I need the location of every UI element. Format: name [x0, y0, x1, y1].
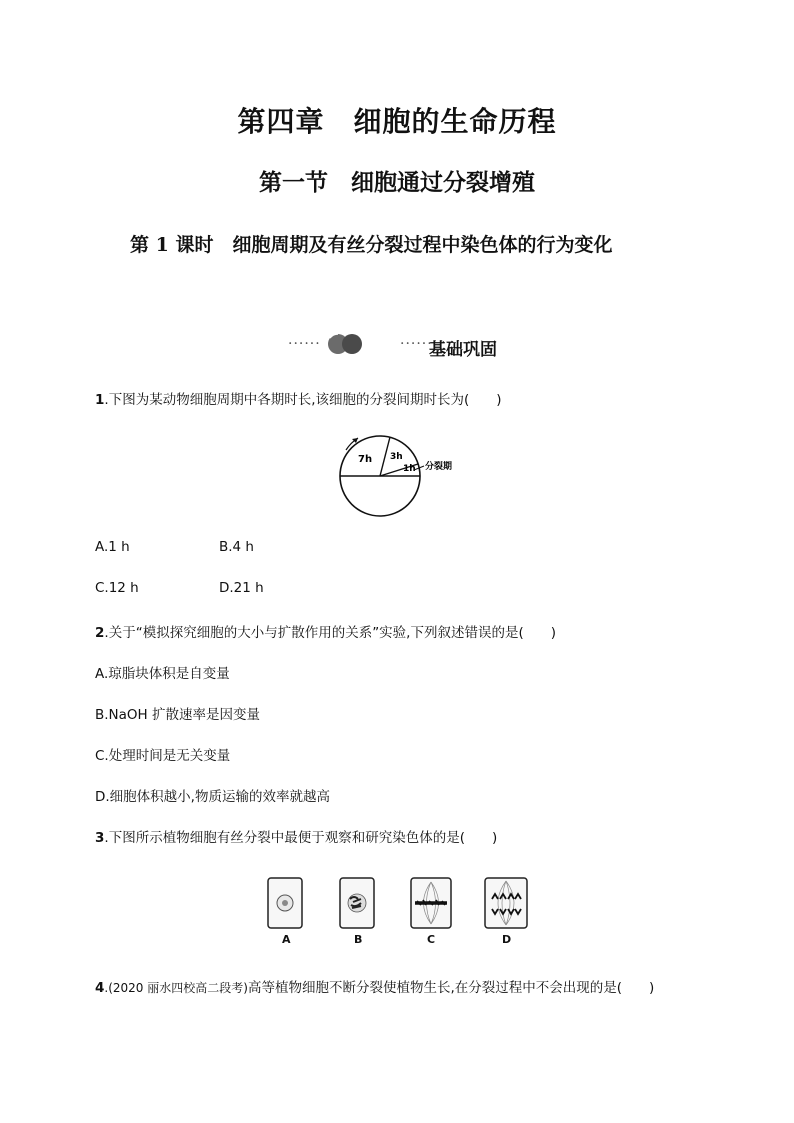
option-a: A.1 h — [95, 539, 130, 555]
option-b: B.4 h — [219, 539, 254, 555]
dots-decoration: ······ — [288, 336, 321, 352]
cell-label-a: A — [282, 933, 291, 946]
cell-figure-a — [267, 877, 303, 929]
cell-figure-c — [410, 877, 452, 929]
banner-label: 基础巩固 — [429, 340, 497, 360]
cell-figure-d — [484, 877, 528, 929]
option-d: D.细胞体积越小,物质运输的效率就越高 — [95, 789, 330, 805]
section-title: 第一节 细胞通过分裂增殖 — [259, 169, 535, 196]
option-b: B.NaOH 扩散速率是因变量 — [95, 707, 260, 723]
question-number: 2 — [95, 625, 105, 641]
lesson-title: 第 1 课时 细胞周期及有丝分裂过程中染色体的行为变化 — [130, 234, 613, 256]
question-number: 3 — [95, 830, 105, 846]
question-text: 高等植物细胞不断分裂使植物生长,在分裂过程中不会出现的是( ) — [247, 980, 655, 996]
cell-label-d: D — [502, 933, 512, 946]
option-c: C.处理时间是无关变量 — [95, 748, 231, 764]
question-3 — [95, 826, 497, 846]
question-text: .下图为某动物细胞周期中各期时长,该细胞的分裂间期时长为( ) — [104, 392, 502, 408]
question-number: 1 — [95, 392, 105, 408]
cell-cycle-pie-figure — [330, 428, 480, 518]
question-4 — [95, 976, 654, 996]
option-c: C.12 h — [95, 580, 139, 596]
cell-label-c: C — [427, 933, 436, 946]
question-source: .(2020 丽水四校高二段考) — [104, 981, 248, 995]
cell-label-b: B — [354, 933, 363, 946]
question-1 — [95, 388, 502, 408]
double-circle-icon — [324, 330, 368, 358]
question-2 — [95, 621, 556, 641]
question-number: 4 — [95, 980, 105, 996]
question-text: .下图所示植物细胞有丝分裂中最便于观察和研究染色体的是( ) — [104, 830, 498, 846]
question-text: .关于“模拟探究细胞的大小与扩散作用的关系”实验,下列叙述错误的是( ) — [104, 625, 557, 641]
callout-mitotic-phase: 分裂期 — [425, 462, 453, 472]
option-d: D.21 h — [219, 580, 264, 596]
segment-label-3h: 3h — [390, 452, 403, 462]
section-banner — [288, 330, 548, 360]
dots-decoration: ······ — [400, 336, 433, 352]
cell-figure-b — [339, 877, 375, 929]
segment-label-7h: 7h — [358, 454, 373, 465]
chapter-title: 第四章 细胞的生命历程 — [237, 105, 557, 138]
option-a: A.琼脂块体积是自变量 — [95, 666, 230, 682]
segment-label-1h: 1h — [403, 464, 416, 474]
